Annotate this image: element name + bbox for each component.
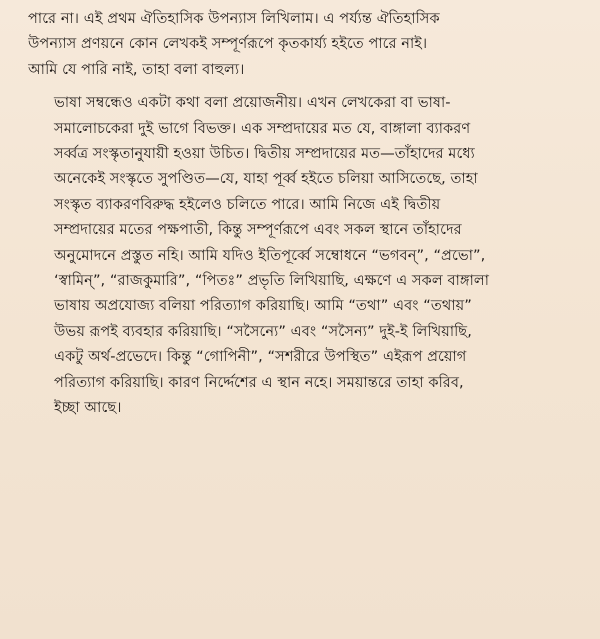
text-line: আমি যে পারি নাই, তাহা বলা বাহুল্য। [28,60,245,78]
text-line: সম্প্রদায়ের মতের পক্ষপাতী, কিন্তু সম্পূর্ণরূপে এবং সকল স্থানে তাঁহাদের [54,221,462,239]
text-line: একটু অর্থ-প্রভেদে। কিন্তু “গোপিনী”, “সশরীরে উপস্থিত” এইরূপ প্রয়োগ [54,348,467,366]
paragraph-1 [28,6,578,82]
text-line: সর্ব্বত্র সংস্কৃতানুযায়ী হওয়া উচিত। দ্বিতীয় সম্প্রদায়ের মত—তাঁহাদের মধ্যে [54,145,475,163]
text-line: অনেকেই সংস্কৃতে সুপণ্ডিত—যে, যাহা পূর্ব্ব হইতে চলিয়া আসিতেছে, তাহা [54,170,478,188]
text-line: সংস্কৃত ব্যাকরণবিরুদ্ধ হইলেও চলিতে পারে। আমি নিজে এই দ্বিতীয় [54,195,441,213]
text-line: পারে না। এই প্রথম ঐতিহাসিক উপন্যাস লিখিলাম। এ পর্য্যন্ত ঐতিহাসিক [28,10,440,27]
text-line: পরিত্যাগ করিয়াছি। কারণ নির্দ্দেশের এ স্থান নহে। সময়ান্তরে তাহা করিব, [54,373,464,391]
paragraph-gap [28,82,578,90]
text-line: উভয় রূপই ব্যবহার করিয়াছি। “সসৈন্যে” এবং “সসৈন্য” দুই-ই লিখিয়াছি, [54,322,472,340]
text-line: ভাষা সম্বন্ধেও একটা কথা বলা প্রয়োজনীয়। এখন লেখকেরা বা ভাষা- [54,94,451,112]
text-line: ভাষায় অপ্রযোজ্য বলিয়া পরিত্যাগ করিয়াছি। আমি “তথা” এবং “তথায়” [54,297,472,315]
text-line: অনুমোদনে প্রস্তুত নহি। আমি যদিও ইতিপূর্ব্বে সম্বোধনে “ভগবন্”, “প্রভো”, [54,246,486,264]
text-line: সমালোচকেরা দুই ভাগে বিভক্ত। এক সম্প্রদায়ের মত যে, বাঙ্গালা ব্যাকরণ [54,119,471,137]
paragraph-2 [28,90,578,420]
text-line: ইচ্ছা আছে। [54,399,122,417]
text-line: উপন্যাস প্রণয়নে কোন লেখকই সম্পূর্ণরূপে কৃতকার্য্য হইতে পারে নাই। [28,35,428,53]
text-line: ‘স্বামিন্”, “রাজকুমারি”, “পিতঃ” প্রভৃতি লিখিয়াছি, এক্ষণে এ সকল বাঙ্গালা [54,272,490,290]
